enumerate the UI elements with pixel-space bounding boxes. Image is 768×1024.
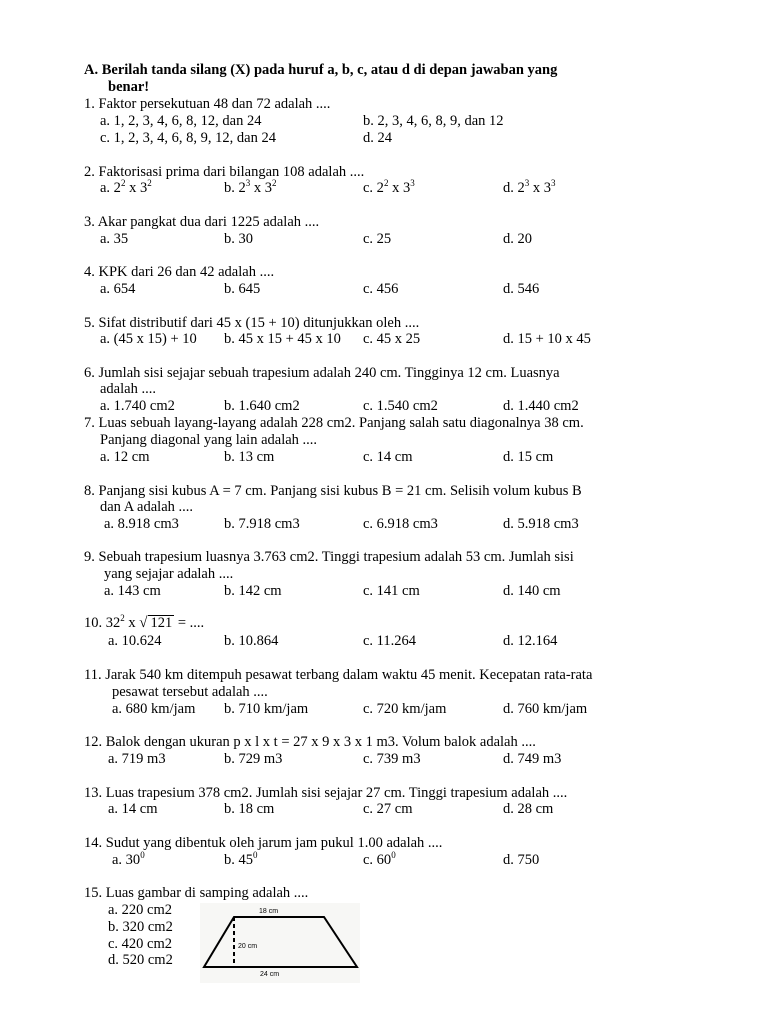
question-11-cont: pesawat tersebut adalah .... — [112, 684, 268, 700]
q4-option-b: b. 645 — [224, 281, 261, 297]
question-12: 12. Balok dengan ukuran p x l x t = 27 x 9 x 3 x 1 m3. Volum balok adalah .... — [84, 734, 536, 750]
q11-option-a: a. 680 km/jam — [112, 701, 196, 717]
q14-option-c: c. $60^0$ — [363, 850, 396, 868]
q12-option-c: c. 739 m3 — [363, 751, 421, 767]
q10-option-b: b. 10.864 — [224, 633, 279, 649]
q15-option-d: d. 520 cm2 — [108, 952, 173, 968]
q8-option-d: d. 5.918 cm3 — [503, 516, 579, 532]
q3-option-d: d. 20 — [503, 231, 532, 247]
q7-option-a: a. 12 cm — [100, 449, 150, 465]
q6-option-a: a. 1.740 cm2 — [100, 398, 175, 414]
q13-option-b: b. 18 cm — [224, 801, 275, 817]
q9-option-a: a. 143 cm — [104, 583, 161, 599]
q7-option-b: b. 13 cm — [224, 449, 275, 465]
trapezoid-shape — [204, 917, 357, 967]
q14-option-d: d. 750 — [503, 852, 540, 868]
q12-option-a: a. 719 m3 — [108, 751, 166, 767]
question-9: 9. Sebuah trapesium luasnya 3.763 cm2. Tinggi trapesium adalah 53 cm. Jumlah sisi — [84, 549, 574, 565]
question-6: 6. Jumlah sisi sejajar sebuah trapesium adalah 240 cm. Tingginya 12 cm. Luasnya — [84, 365, 560, 381]
instruction-heading: A. Berilah tanda silang (X) pada huruf a, b, c, atau d di depan jawaban yang — [84, 62, 558, 78]
question-3: 3. Akar pangkat dua dari 1225 adalah .... — [84, 214, 320, 230]
q12-option-b: b. 729 m3 — [224, 751, 283, 767]
q7-option-c: c. 14 cm — [363, 449, 413, 465]
q8-option-c: c. 6.918 cm3 — [363, 516, 438, 532]
q2-option-d: d. $2^3$ x $3^3$ — [503, 178, 556, 196]
q13-option-a: a. 14 cm — [108, 801, 158, 817]
q15-option-c: c. 420 cm2 — [108, 936, 173, 952]
q1-option-a: a. 1, 2, 3, 4, 6, 8, 12, dan 24 — [100, 113, 262, 129]
question-8-cont: dan A adalah .... — [100, 499, 194, 515]
q13-option-d: d. 28 cm — [503, 801, 554, 817]
q14-option-a: a. $30^0$ — [112, 850, 145, 868]
q5-option-d: d. 15 + 10 x 45 — [503, 331, 591, 347]
question-6-cont: adalah .... — [100, 381, 156, 397]
q8-option-a: a. 8.918 cm3 — [104, 516, 179, 532]
q8-option-b: b. 7.918 cm3 — [224, 516, 300, 532]
bottom-side-label: 24 cm — [260, 971, 280, 978]
q1-option-b: b. 2, 3, 4, 6, 8, 9, dan 12 — [363, 113, 504, 129]
question-14: 14. Sudut yang dibentuk oleh jarum jam pukul 1.00 adalah .... — [84, 835, 443, 851]
q6-option-c: c. 1.540 cm2 — [363, 398, 438, 414]
q1-option-d: d. 24 — [363, 130, 392, 146]
question-10: 10. $32^2$ x √ 121 = .... — [84, 613, 205, 631]
question-13: 13. Luas trapesium 378 cm2. Jumlah sisi sejajar 27 cm. Tinggi trapesium adalah .... — [84, 785, 568, 801]
top-side-label: 18 cm — [259, 908, 279, 915]
q9-option-d: d. 140 cm — [503, 583, 561, 599]
q14-option-b: b. $45^0$ — [224, 850, 258, 868]
question-1: 1. Faktor persekutuan 48 dan 72 adalah .... — [84, 96, 331, 112]
question-9-cont: yang sejajar adalah .... — [104, 566, 234, 582]
q4-option-c: c. 456 — [363, 281, 399, 297]
question-4: 4. KPK dari 26 dan 42 adalah .... — [84, 264, 275, 280]
q9-option-b: b. 142 cm — [224, 583, 282, 599]
q3-option-b: b. 30 — [224, 231, 253, 247]
q3-option-a: a. 35 — [100, 231, 129, 247]
question-8: 8. Panjang sisi kubus A = 7 cm. Panjang sisi kubus B = 21 cm. Selisih volum kubus B — [84, 483, 582, 499]
question-15: 15. Luas gambar di samping adalah .... — [84, 885, 309, 901]
q11-option-c: c. 720 km/jam — [363, 701, 447, 717]
q6-option-b: b. 1.640 cm2 — [224, 398, 300, 414]
question-7-cont: Panjang diagonal yang lain adalah .... — [100, 432, 318, 448]
radicand: 121 — [150, 615, 173, 631]
question-7: 7. Luas sebuah layang-layang adalah 228 cm2. Panjang salah satu diagonalnya 38 cm. — [84, 415, 584, 431]
q11-option-d: d. 760 km/jam — [503, 701, 588, 717]
q2-option-a: a. $2^2$ x $3^2$ — [100, 178, 152, 196]
q1-option-c: c. 1, 2, 3, 4, 6, 8, 9, 12, dan 24 — [100, 130, 276, 146]
q4-option-a: a. 654 — [100, 281, 136, 297]
q10-option-a: a. 10.624 — [108, 633, 162, 649]
q15-option-a: a. 220 cm2 — [108, 902, 173, 918]
q4-option-d: d. 546 — [503, 281, 540, 297]
q2-option-b: b. $2^3$ x $3^2$ — [224, 178, 277, 196]
q5-option-a: a. (45 x 15) + 10 — [100, 331, 197, 347]
q6-option-d: d. 1.440 cm2 — [503, 398, 579, 414]
q11-option-b: b. 710 km/jam — [224, 701, 309, 717]
question-5: 5. Sifat distributif dari 45 x (15 + 10) ditunjukkan oleh .... — [84, 315, 420, 331]
square-root-icon: √ — [139, 615, 148, 631]
instruction-heading-cont: benar! — [108, 79, 150, 95]
q2-option-c: c. $2^2$ x $3^3$ — [363, 178, 415, 196]
q13-option-c: c. 27 cm — [363, 801, 413, 817]
question-2: 2. Faktorisasi prima dari bilangan 108 adalah .... — [84, 164, 365, 180]
q12-option-d: d. 749 m3 — [503, 751, 562, 767]
trapezoid-diagram — [200, 903, 360, 983]
q3-option-c: c. 25 — [363, 231, 392, 247]
q5-option-c: c. 45 x 25 — [363, 331, 421, 347]
q9-option-c: c. 141 cm — [363, 583, 420, 599]
height-label: 20 cm — [238, 943, 258, 950]
trapezoid-figure — [200, 903, 360, 983]
q15-option-b: b. 320 cm2 — [108, 919, 173, 935]
q5-option-b: b. 45 x 15 + 45 x 10 — [224, 331, 341, 347]
q10-option-d: d. 12.164 — [503, 633, 558, 649]
q7-option-d: d. 15 cm — [503, 449, 554, 465]
question-11: 11. Jarak 540 km ditempuh pesawat terbang dalam waktu 45 menit. Kecepatan rata-rata — [84, 667, 593, 683]
q10-option-c: c. 11.264 — [363, 633, 417, 649]
